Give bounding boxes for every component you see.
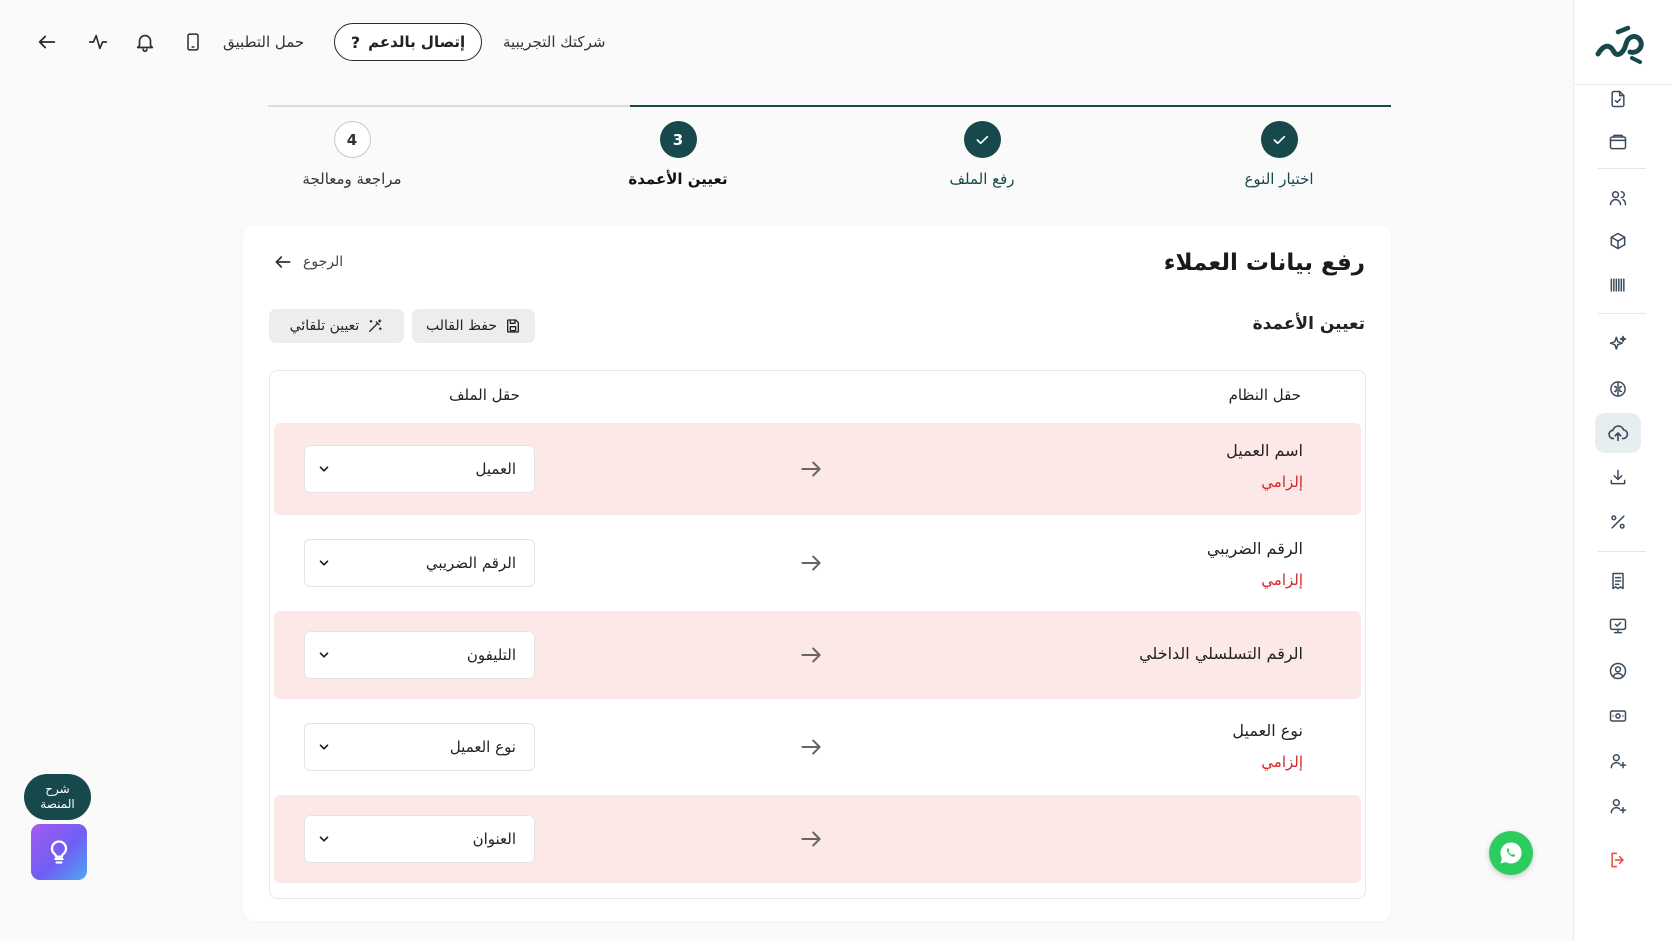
sidebar — [1573, 0, 1672, 941]
table-row — [274, 795, 1361, 883]
step-label: مراجعة ومعالجة — [302, 170, 402, 188]
file-field-value: الرقم الضريبي — [425, 554, 516, 572]
support-button[interactable] — [334, 23, 482, 61]
step-assign-columns — [578, 121, 778, 188]
arrow-left-icon — [273, 252, 293, 272]
platform-guide-chip[interactable] — [24, 774, 91, 820]
system-field-header: حقل النظام — [1228, 386, 1301, 404]
check-icon — [1261, 121, 1298, 158]
check-icon — [964, 121, 1001, 158]
stepper — [268, 105, 1391, 200]
step-number: 3 — [660, 121, 697, 158]
sidebar-divider — [1598, 168, 1646, 169]
step-upload-file — [882, 121, 1082, 188]
sidebar-divider — [1598, 313, 1646, 314]
monitor-check-icon[interactable] — [1595, 606, 1641, 646]
guide-line-1: شرح — [45, 782, 70, 796]
table-row — [274, 611, 1361, 699]
cash-icon[interactable] — [1595, 696, 1641, 736]
sparkles-icon[interactable] — [1595, 324, 1641, 364]
arrow-right-icon — [798, 550, 824, 576]
company-name: شركتك التجريبية — [503, 33, 606, 51]
system-field: اسم العميل — [1226, 441, 1303, 460]
user-circle-icon[interactable] — [1595, 651, 1641, 691]
step-review — [252, 121, 452, 188]
step-label: تعيين الأعمدة — [628, 170, 728, 188]
box-icon[interactable] — [1595, 221, 1641, 261]
bell-icon[interactable] — [128, 20, 162, 64]
file-field-header: حقل الملف — [449, 386, 520, 404]
system-field: الرقم الضريبي — [1206, 539, 1303, 558]
save-template-button[interactable] — [412, 309, 535, 343]
wallet-icon[interactable] — [1595, 122, 1641, 162]
logo[interactable] — [1594, 22, 1648, 66]
table-row — [274, 515, 1361, 611]
file-field-select[interactable] — [304, 631, 535, 679]
chevron-down-icon — [317, 462, 331, 476]
file-field-value: نوع العميل — [449, 738, 516, 756]
chevron-down-icon — [317, 648, 331, 662]
download-app-link[interactable]: حمل التطبيق — [223, 33, 305, 51]
question-icon: ? — [350, 32, 361, 52]
system-field: نوع العميل — [1232, 721, 1303, 740]
stepper-track-done — [630, 105, 1391, 107]
table-row — [274, 699, 1361, 795]
file-check-icon[interactable] — [1595, 79, 1641, 119]
upload-cloud-icon[interactable] — [1595, 413, 1641, 453]
arrow-right-icon — [798, 826, 824, 852]
arrow-right-icon — [798, 456, 824, 482]
back-arrow-icon[interactable] — [30, 20, 64, 64]
top-bar — [30, 20, 1570, 64]
file-field-value: التليفون — [466, 646, 516, 664]
required-label: إلزامي — [1261, 473, 1303, 491]
page-title: رفع بيانات العملاء — [1163, 250, 1365, 276]
sidebar-divider — [1598, 551, 1646, 552]
magic-wand-icon — [367, 318, 383, 334]
step-number: 4 — [334, 121, 371, 158]
lightbulb-button[interactable] — [31, 824, 87, 880]
receipt-icon[interactable] — [1595, 561, 1641, 601]
users-icon[interactable] — [1595, 178, 1641, 218]
user-plus-icon[interactable] — [1595, 741, 1641, 781]
auto-assign-button[interactable] — [269, 309, 404, 343]
table-row — [274, 423, 1361, 515]
arrow-right-icon — [798, 642, 824, 668]
arrow-right-icon — [798, 734, 824, 760]
activity-icon[interactable] — [81, 20, 115, 64]
auto-assign-label: تعيين تلقائي — [289, 318, 360, 334]
required-label: إلزامي — [1261, 571, 1303, 589]
step-label: اختيار النوع — [1244, 170, 1314, 188]
file-field-select[interactable] — [304, 539, 535, 587]
file-field-value: العميل — [475, 460, 516, 478]
whatsapp-button[interactable] — [1489, 831, 1533, 875]
back-label: الرجوع — [303, 254, 344, 270]
file-field-select[interactable] — [304, 445, 535, 493]
phone-icon[interactable] — [176, 20, 210, 64]
section-title: تعيين الأعمدة — [1252, 314, 1365, 334]
back-button[interactable] — [273, 252, 343, 272]
chevron-down-icon — [317, 556, 331, 570]
file-field-select[interactable] — [304, 815, 535, 863]
guide-line-2: المنصة — [40, 797, 75, 811]
step-label: رفع الملف — [949, 170, 1015, 188]
save-icon — [505, 318, 521, 334]
percent-icon[interactable] — [1595, 502, 1641, 542]
file-field-value: العنوان — [472, 830, 516, 848]
brain-icon[interactable] — [1595, 369, 1641, 409]
file-field-select[interactable] — [304, 723, 535, 771]
lightbulb-icon — [45, 837, 73, 867]
download-icon[interactable] — [1595, 457, 1641, 497]
barcode-icon[interactable] — [1595, 265, 1641, 305]
mapping-table — [269, 370, 1366, 899]
upload-card — [243, 226, 1391, 921]
support-label: إتصال بالدعم — [368, 33, 466, 51]
chevron-down-icon — [317, 832, 331, 846]
logout-icon[interactable] — [1595, 840, 1641, 880]
stepper-track-pending — [268, 105, 630, 107]
save-template-label: حفظ القالب — [426, 318, 497, 334]
step-select-type — [1179, 121, 1379, 188]
chevron-down-icon — [317, 740, 331, 754]
whatsapp-icon — [1497, 839, 1525, 867]
required-label: إلزامي — [1261, 753, 1303, 771]
system-field: الرقم التسلسلي الداخلي — [1139, 644, 1303, 663]
user-plus-icon[interactable] — [1595, 786, 1641, 826]
